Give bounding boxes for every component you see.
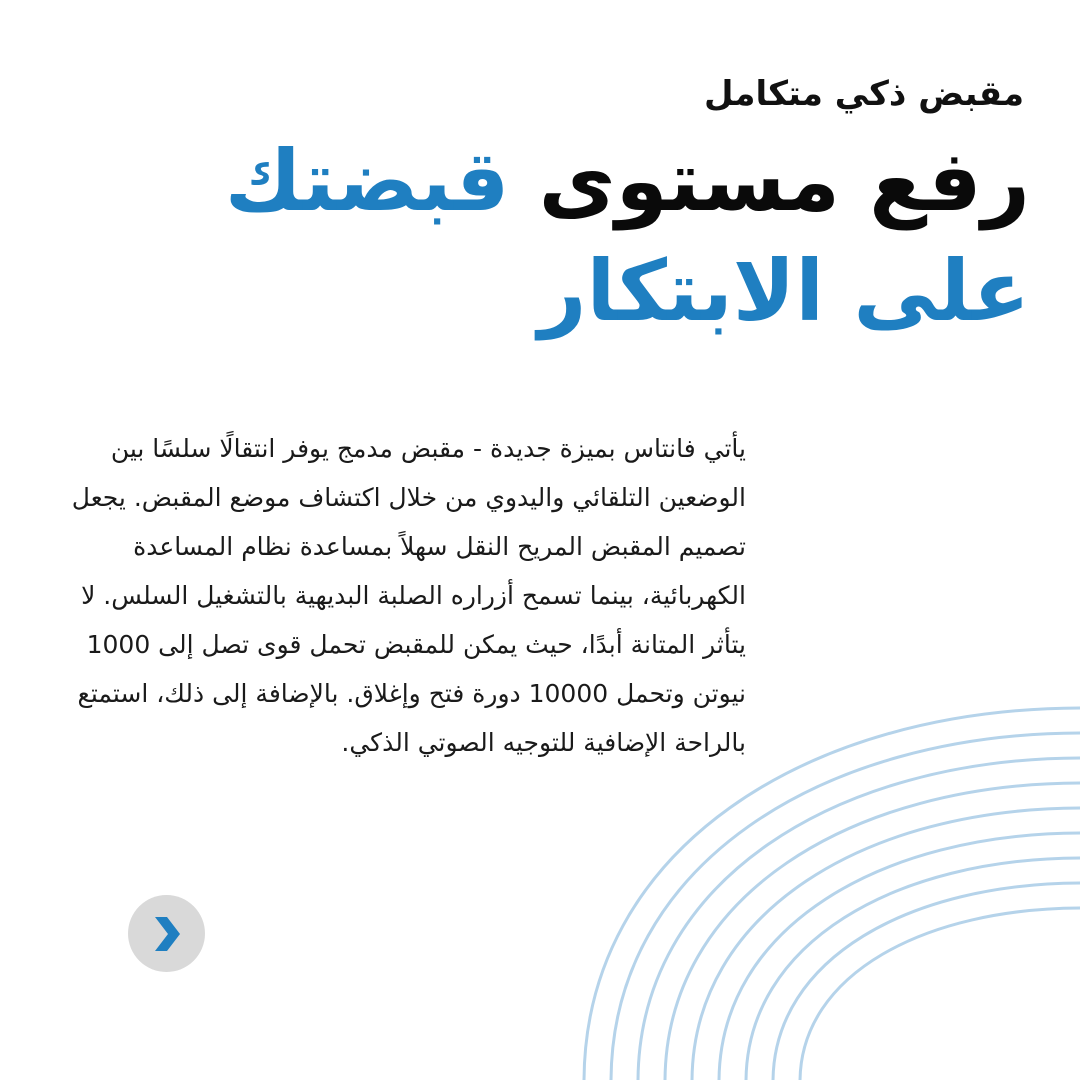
headline-line-2: على الابتكار xyxy=(538,242,1030,340)
eyebrow-title: مقبض ذكي متكامل xyxy=(704,74,1024,114)
decorative-arc xyxy=(746,858,1080,1080)
decorative-arc xyxy=(800,908,1080,1080)
decorative-arc xyxy=(719,833,1080,1080)
headline-dark-part: رفع مستوى xyxy=(538,132,1030,230)
chevron-right-icon xyxy=(152,914,182,954)
decorative-arc xyxy=(611,733,1080,1080)
headline-accent-word: قبضتك xyxy=(224,132,510,230)
decorative-arc xyxy=(692,808,1080,1080)
decorative-arc xyxy=(665,783,1080,1080)
decorative-arc xyxy=(638,758,1080,1080)
body-paragraph: يأتي فانتاس بميزة جديدة - مقبض مدمج يوفر انتقالًا سلسًا بين الوضعين التلقائي واليدوي من خلال اكتشاف موضع المقبض. يجعل تصميم المقبض المريح النقل سهلاً بمساعدة نظام المساعدة الكهربائية، بينما تسمح أزراره الصلبة البديهية بالتشغيل السلس. لا يتأثر المتانة أبدًا، حيث يمكن للمقبض تحمل قوى تصل إلى 1000 نيوتن وتحمل 10000 دورة فتح وإغلاق. بالإضافة إلى ذلك، استمتع بالراحة الإضافية للتوجيه الصوتي الذكي. xyxy=(71,434,746,757)
decorative-arc xyxy=(773,883,1080,1080)
next-slide-button[interactable] xyxy=(128,895,205,972)
headline xyxy=(50,126,1030,346)
